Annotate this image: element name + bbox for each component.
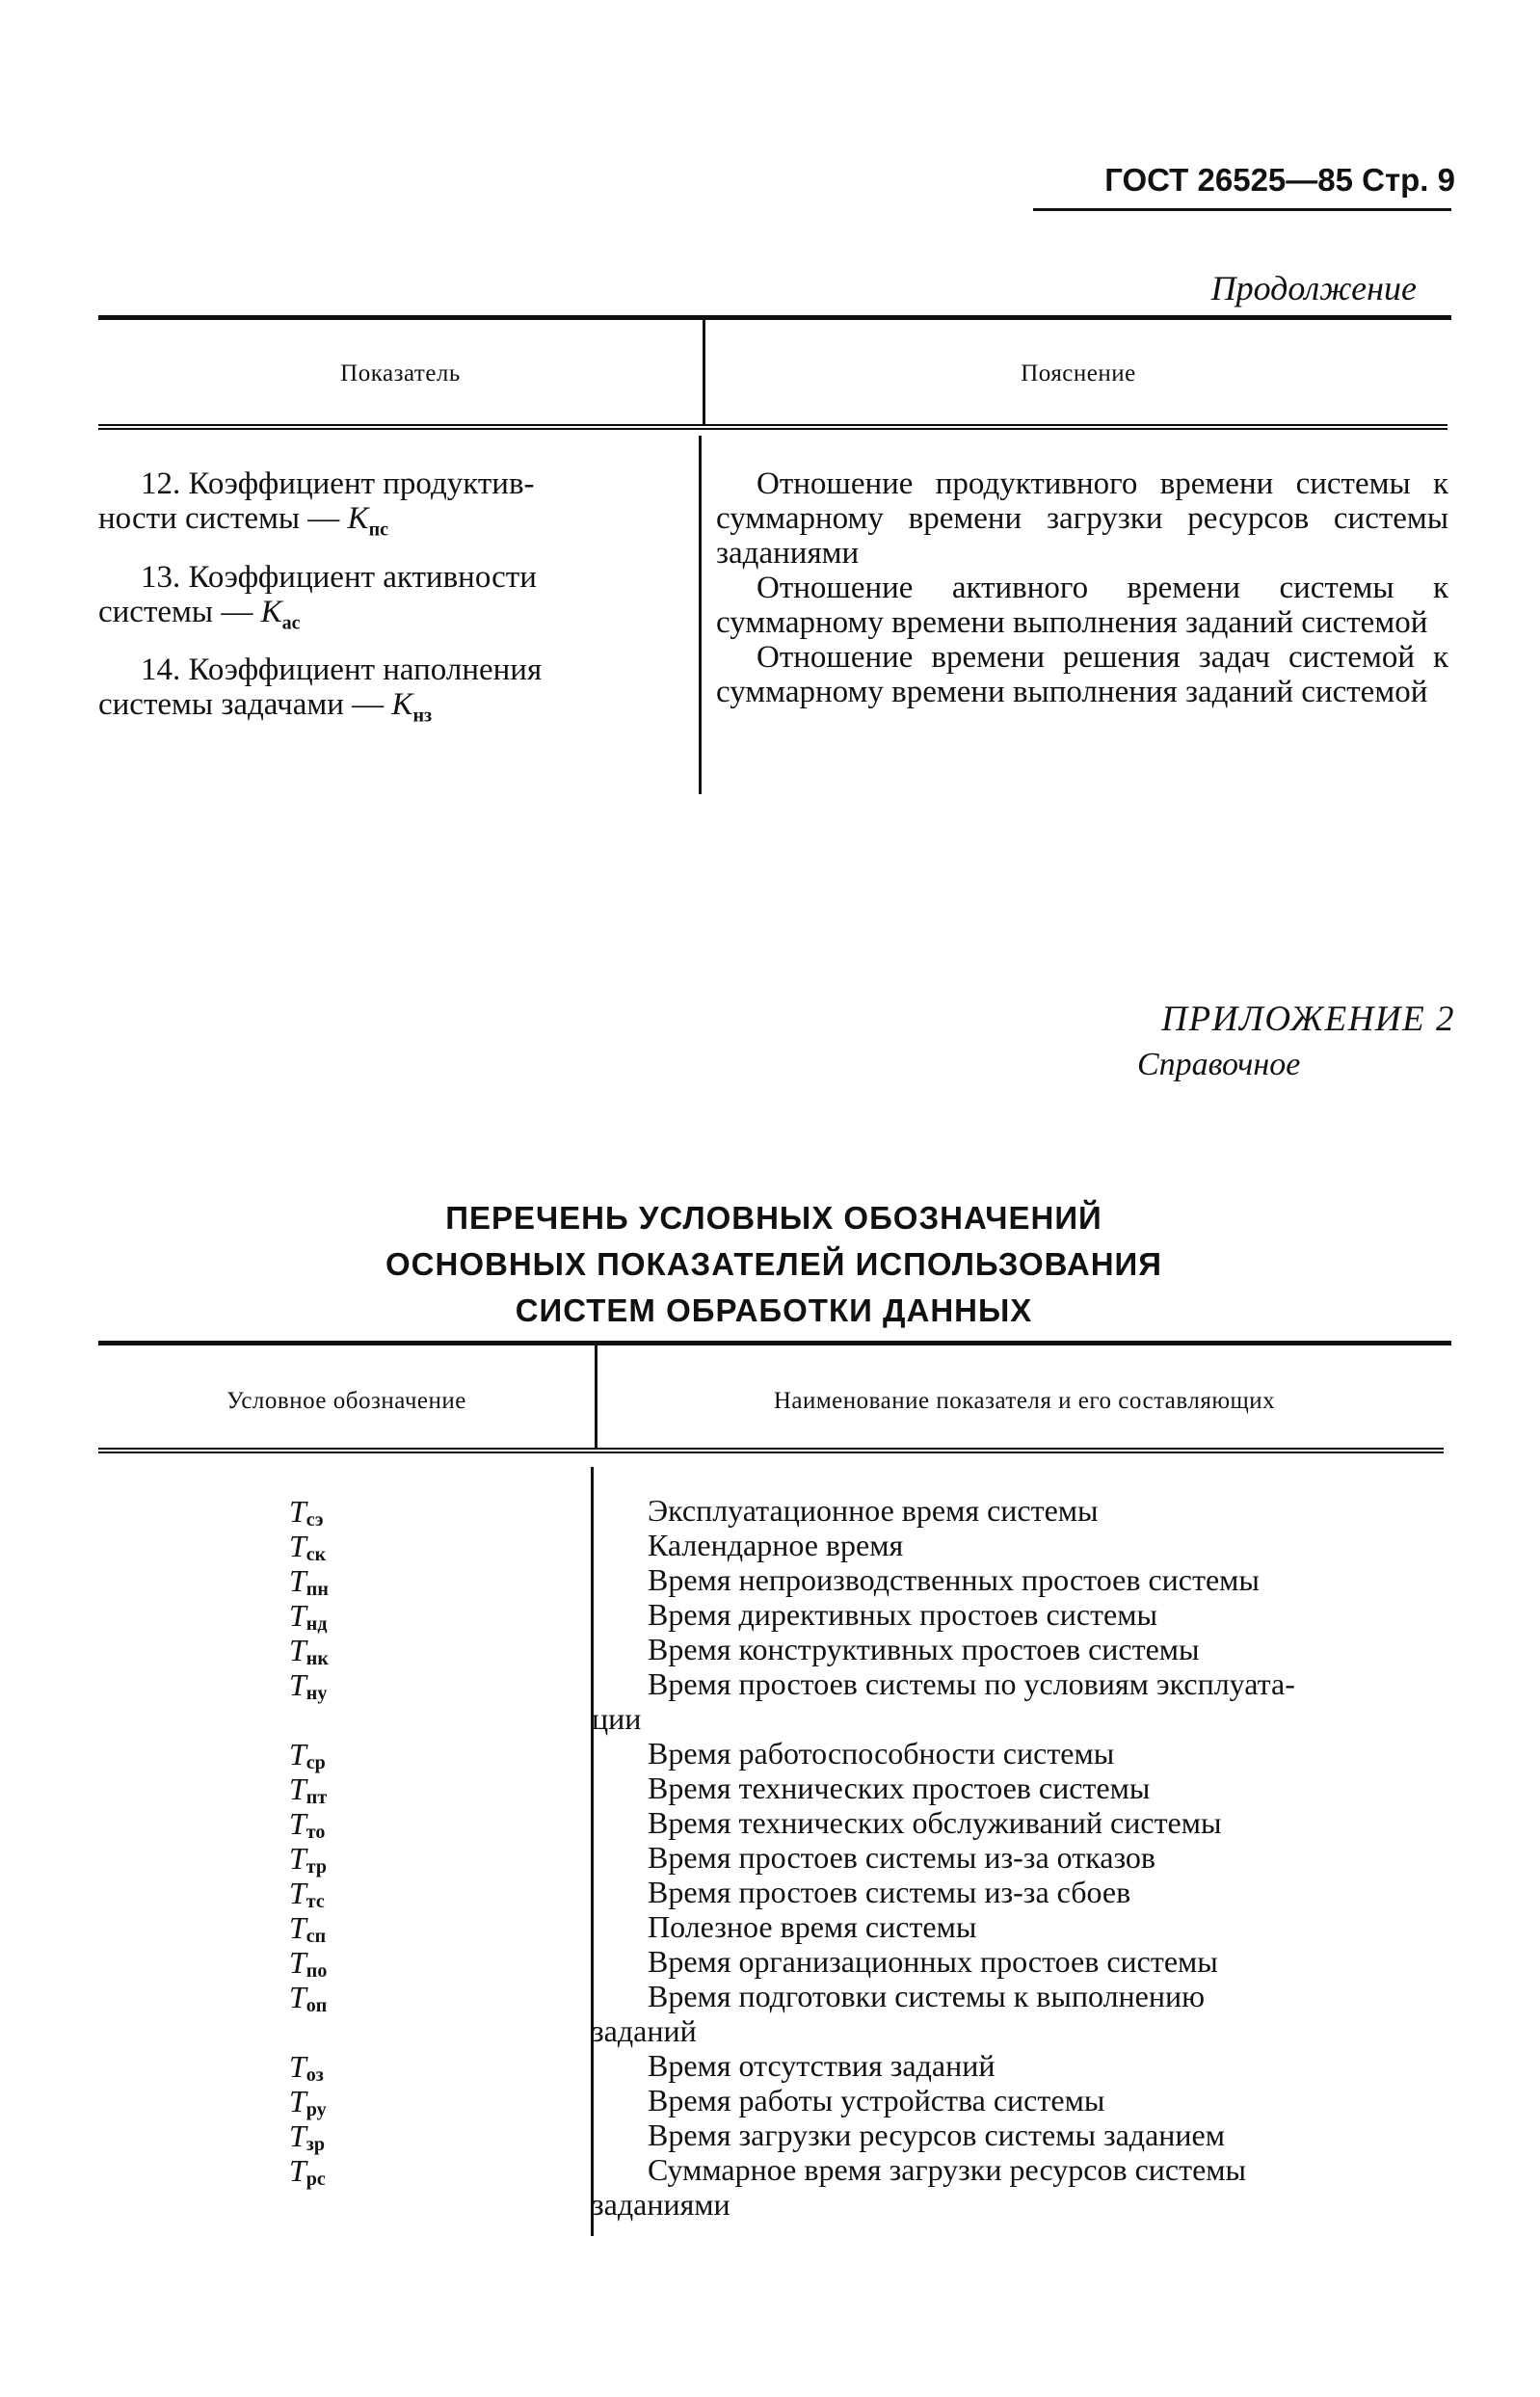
table-row <box>98 560 667 641</box>
page-header: ГОСТ 26525—85 Стр. 9 <box>1104 162 1455 198</box>
table1-explanations <box>716 466 1448 709</box>
symbol-cell: $T_{зр}$ <box>289 2118 325 2155</box>
symbol-cell: $T_{тс}$ <box>289 1876 325 1912</box>
symbol-cell: $T_{оз}$ <box>289 2049 324 2086</box>
symbol-cell: $T_{по}$ <box>289 1945 328 1982</box>
explanation-cell: Отношение продуктивного времени системы к суммарному времени загрузки ресурсов системы заданиями <box>716 466 1448 571</box>
table1-header-rule <box>98 424 1447 430</box>
table2-top-rule <box>98 1341 1451 1345</box>
name-cell: Суммарное время загрузки ресурсов системы <box>648 2152 1247 2187</box>
name-cell: Время простоев системы по условиям эксплуата- <box>648 1666 1295 1701</box>
title-line: ПЕРЕЧЕНЬ УСЛОВНЫХ ОБОЗНАЧЕНИЙ <box>445 1200 1102 1236</box>
indicator-line: системы — $K_{ас}$ <box>98 594 301 634</box>
table2-col-symbol: Условное обозначение <box>226 1388 466 1414</box>
indicator-line: 13. Коэффициент активности <box>141 559 537 595</box>
title-line: СИСТЕМ ОБРАБОТКИ ДАННЫХ <box>515 1292 1033 1328</box>
table1-top-rule <box>98 315 1451 320</box>
table2-header-rule <box>98 1448 1444 1453</box>
name-cell: Время отсутствия заданий <box>648 2048 996 2083</box>
symbol-cell: $T_{ру}$ <box>289 2084 327 2120</box>
symbol-cell: $T_{ну}$ <box>289 1667 328 1704</box>
symbol-cell: $T_{рс}$ <box>289 2153 326 2190</box>
name-cell: Время подготовки системы к выполнению <box>648 1979 1206 2013</box>
name-cell: Время непроизводственных простоев системы <box>648 1562 1260 1597</box>
appendix-label: ПРИЛОЖЕНИЕ 2 <box>1161 999 1455 1039</box>
name-cell: Время конструктивных простоев системы <box>648 1632 1200 1666</box>
name-cell-continuation: заданиями <box>592 2187 730 2222</box>
name-cell: Время технических простоев системы <box>648 1771 1151 1805</box>
indicator-line: системы задачами — $K_{нз}$ <box>98 687 432 727</box>
symbol-cell: $T_{ср}$ <box>289 1737 326 1773</box>
symbol-cell: $T_{сп}$ <box>289 1910 327 1947</box>
title-line: ОСНОВНЫХ ПОКАЗАТЕЛЕЙ ИСПОЛЬЗОВАНИЯ <box>385 1246 1162 1282</box>
symbol-cell: $T_{пт}$ <box>289 1771 328 1808</box>
name-cell: Время загрузки ресурсов системы заданием <box>648 2117 1225 2152</box>
name-cell: Время технических обслуживаний системы <box>648 1805 1222 1840</box>
name-cell-continuation: заданий <box>592 2013 697 2048</box>
symbol-cell: $T_{сэ}$ <box>289 1494 324 1531</box>
name-cell: Время простоев системы из-за отказов <box>648 1840 1156 1875</box>
table2-symbols <box>289 1494 395 2188</box>
name-cell: Полезное время системы <box>648 1909 977 1944</box>
table2-col-name: Наименование показателя и его составляющих <box>773 1388 1276 1414</box>
symbol-cell: $T_{тр}$ <box>289 1841 327 1878</box>
symbol-cell: $T_{оп}$ <box>289 1980 328 2016</box>
table-row <box>98 653 667 733</box>
indicator-line: ности системы — $K_{пс}$ <box>98 501 388 541</box>
symbol-cell: $T_{пн}$ <box>289 1563 329 1600</box>
symbol-cell: $T_{нк}$ <box>289 1633 329 1669</box>
table1-body-divider <box>699 436 702 794</box>
name-cell: Время директивных простоев системы <box>648 1597 1157 1632</box>
name-cell: Календарное время <box>648 1528 904 1562</box>
explanation-cell: Отношение времени решения задач системой к суммарному времени выполнения заданий системой <box>716 640 1448 709</box>
name-cell: Время работы устройства системы <box>648 2083 1105 2117</box>
name-cell: Время работоспособности системы <box>648 1736 1115 1771</box>
indicator-line: 12. Коэффициент продуктив- <box>141 466 535 501</box>
page-title <box>96 1195 1451 1334</box>
table1-indicators <box>98 466 667 746</box>
header-rule <box>1033 208 1451 211</box>
name-cell: Время организационных простоев системы <box>648 1944 1218 1979</box>
name-cell-continuation: ции <box>592 1701 642 1736</box>
symbol-cell: $T_{нд}$ <box>289 1598 328 1635</box>
table1-col-explanation: Пояснение <box>1021 360 1136 386</box>
indicator-line: 14. Коэффициент наполнения <box>141 653 543 688</box>
continuation-label: Продолжение <box>1210 269 1417 307</box>
symbol-cell: $T_{ск}$ <box>289 1529 327 1565</box>
table-row <box>98 466 667 547</box>
appendix-type: Справочное <box>1137 1047 1301 1082</box>
explanation-cell: Отношение активного времени системы к суммарному времени выполнения заданий системой <box>716 571 1448 640</box>
table2-names <box>592 1493 1446 2222</box>
name-cell: Время простоев системы из-за сбоев <box>648 1875 1131 1909</box>
table1-col-indicator: Показатель <box>340 360 461 386</box>
name-cell: Эксплуатационное время системы <box>648 1493 1099 1528</box>
symbol-cell: $T_{то}$ <box>289 1806 326 1843</box>
